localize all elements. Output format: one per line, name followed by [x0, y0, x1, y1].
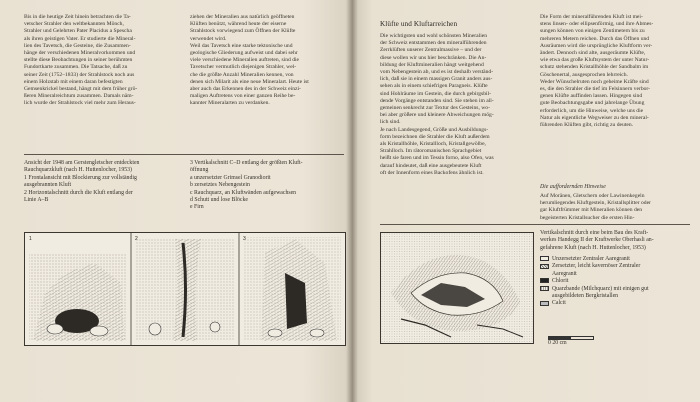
- legend-text: Zersetzter, leicht kavernöser Zentraler: [552, 263, 641, 270]
- right-text-column-2: [540, 14, 692, 129]
- right-text-column-2b: [540, 193, 692, 222]
- text-line: ändert. Dennoch sind alte, ausgeräumte Klüfte,: [540, 50, 646, 57]
- text-line: Bis in die heutige Zeit hinein betrachten die Ta-: [24, 14, 131, 20]
- text-line: lich, daß sie in einem massigen Granit anders aus-: [380, 76, 493, 83]
- text-line: diese wollen wir uns hier beschränken. Die An-: [380, 54, 487, 61]
- text-line: Strahlstock vorwiegend zum Öffnen der Klüfte: [190, 28, 296, 35]
- text-line: wie etwa das große Kluftsystem der unter Natur-: [540, 57, 650, 64]
- text-line: sehen als in einem schiefrigen Paragneis. Klüfte: [380, 83, 488, 90]
- scale-bar: [548, 336, 594, 340]
- section-heading: Klüfte und Kluftarreichen: [380, 20, 458, 28]
- text-line: mehreren Metern reichen. Durch das Öffnen und: [540, 35, 650, 42]
- text-line: Je nach Landesgegend, Größe und Ausbildungs-: [380, 126, 489, 133]
- legend-text: Calcit: [552, 300, 566, 307]
- left-figure-caption: [24, 160, 184, 204]
- right-text-column-1: [380, 33, 530, 177]
- text-line: gemeinen senkrecht zur Textur des Gesteins, wo-: [380, 105, 490, 112]
- text-line: erforderlich, um die Hinweise, welche uns die: [540, 107, 644, 114]
- right-divider-rule: [380, 224, 690, 225]
- legend-text: ausgebildeten Bergkristallen: [552, 293, 619, 300]
- text-line: herumliegendes Kluftgestein, Kristallsplitter oder: [540, 200, 651, 207]
- left-divider-rule: [24, 154, 344, 155]
- text-line: sind Hohlräume im Gestein, die durch gebirgsbil-: [380, 90, 491, 97]
- text-line: Gemsenkrickel bestand, hängt mit dem früher grö-: [24, 86, 138, 93]
- text-line: gar Kluftfrümmer mit Mineralien können den: [540, 207, 643, 214]
- handegg-drawing: [381, 233, 533, 343]
- legend-swatch: [540, 264, 549, 269]
- kluft-drawing: [25, 233, 345, 345]
- text-line: Weil das Tavetsch eine starke tektonische und: [190, 42, 293, 49]
- text-line: bildung der Kluftmineralien hängt weitgehend: [380, 61, 484, 68]
- text-line: Klüften benützt, während heute der eiserne: [190, 21, 287, 28]
- legend-item: [540, 300, 696, 307]
- legend-swatch: [540, 256, 549, 261]
- text-line: Zerrklüften unserer Zentralmassive – und der: [380, 47, 482, 54]
- text-line: Weder Wünschelruten noch geheime Kräfte sind: [540, 78, 649, 85]
- scale-bar-text: 0 20 cm: [548, 340, 567, 346]
- text-line: seiner Zeit (1752–1833) der Strahlstock noch aus: [24, 71, 135, 78]
- caption-line: ausgebrannten Kluft: [24, 182, 72, 189]
- legend-item: [540, 263, 696, 270]
- text-line: geologische Gliederung aufweist und dabei sehr: [190, 50, 298, 57]
- text-line: einem Holzstab mit einem daran befestigten: [24, 78, 123, 85]
- text-line: gute Beobachtungsgabe und jahrelange Übung: [540, 100, 645, 107]
- scale-bar-label: [548, 340, 567, 347]
- text-line: als Kristallhöhle, Kristallloch, Kristallgewölbe,: [380, 141, 486, 148]
- text-line: lich wurde der Strahlstock viel mehr zum Heraus-: [24, 100, 136, 107]
- text-line: stellte diese Beobachtungen in seiner berühmten: [24, 57, 133, 64]
- right-page: [352, 0, 700, 402]
- text-line: oft der Innenform eines Backofens ähnlich ist.: [380, 169, 484, 176]
- text-line: Natur als eigentliche Wegweiser zu den mineral-: [540, 114, 649, 121]
- legend-item: [540, 271, 696, 278]
- legend-item: [540, 286, 696, 293]
- caption-line: Vertikalschnitt durch eine beim Bau des Kraft-: [540, 230, 649, 236]
- text-line: ziehen der Mineralien aus natürlich geöffneten: [190, 14, 295, 20]
- subheading-hinweise: Die auffordernden Hinweise: [540, 184, 606, 190]
- text-line: schutz stehenden Kristallhöhle der Sandbalm im: [540, 64, 649, 71]
- text-line: denen sich Milarit als eine neue Mineralart. Heute ist: [190, 78, 309, 85]
- legend-line: d Schutt und lose Blöcke: [190, 197, 248, 204]
- legend-text: Aaregranit: [552, 270, 577, 277]
- figure-label-3: 3: [243, 236, 246, 242]
- figure-label-1: 1: [29, 236, 32, 242]
- left-text-column-1: [24, 14, 180, 108]
- legend-text: Unzersetzter Zentraler Aaregranit: [552, 256, 630, 262]
- text-line: viele verschiedene Mineralien auftreten, sind die: [190, 57, 300, 64]
- text-line: form bezeichnen die Strahler die Kluft außerdem: [380, 133, 490, 140]
- legend-line: öffnung: [190, 167, 209, 174]
- text-line: Die wichtigsten und wohl schönsten Mineralien: [380, 33, 488, 39]
- legend-line: a unzersetzter Grimsel Granodiorit: [190, 174, 271, 181]
- legend-swatch: [540, 286, 549, 291]
- legend-line: b zersetztes Nebengestein: [190, 182, 250, 189]
- text-line: aber auch das Erkennen des in der Schweiz einzi-: [190, 86, 301, 93]
- text-line: führenden Klüften gibt, richtig zu deuten.: [540, 122, 634, 129]
- text-line: kannter Mineralarten zu verdanken.: [190, 100, 270, 107]
- text-line: ßeren Mineralreichtum zusammen. Damals näm-: [24, 93, 134, 100]
- text-line: als ihren geistigen Vater. Er studierte die Mineral-: [24, 35, 136, 42]
- text-line: verwendet wird.: [190, 35, 227, 42]
- text-line: lien des Tavetsch, die Gesteine, die Zusammen-: [24, 42, 131, 49]
- text-line: maligen Auftretens von einer ganzen Reihe be-: [190, 93, 296, 100]
- text-line: der Schweiz entstammen den mineralführenden: [380, 40, 487, 47]
- text-line: stens linsen- oder ellipsenförmig, und ihre Abmes-: [540, 21, 654, 28]
- text-line: Fundortkarte zusammen. Die Tatsache, daß zu: [24, 64, 128, 71]
- text-line: bei aber größere und kleinere Abweichungen mög-: [380, 112, 494, 119]
- caption-line: werkes Handegg II der Kraftwerke Oberhasli an-: [540, 237, 654, 244]
- text-line: Strahler und Gelehrten Pater Placidus a Spescha: [24, 28, 132, 35]
- text-line: dende Vorgänge entstanden sind. Sie stehen im all-: [380, 97, 494, 104]
- text-line: Auf Moränen, Gletschern oder Lawinenkegeln: [540, 193, 645, 199]
- text-line: vetscher Strahler den weltbekannten Mönch,: [24, 21, 124, 28]
- text-line: Göschenertal, ausgesprochen lehrreich.: [540, 71, 628, 78]
- legend-text: Chlorit: [552, 278, 569, 285]
- caption-line: Ansicht der 1948 am Gerstengletscher entdeckten: [24, 160, 140, 166]
- legend-item: [540, 278, 696, 285]
- legend-line: c Rauchquarz, an Kluftwänden aufgewachsen: [190, 189, 297, 196]
- text-line: Die Form der mineralführenden Kluft ist mei-: [540, 14, 643, 20]
- legend-item: [540, 256, 696, 263]
- text-line: es, die den Strahler die tief im Felsinnern verbor-: [540, 86, 651, 93]
- handegg-kluft-illustration: [380, 232, 534, 344]
- legend-line: e Firn: [190, 204, 204, 211]
- text-line: che die größte Anzahl Mineralien kennen, von: [190, 71, 294, 78]
- legend-text: Quarzbande (Milchquarz) mit einigen gut: [552, 285, 649, 292]
- legend-line: 3 Vertikalschnitt C–D entlang der größten Kluft-: [190, 160, 303, 166]
- kluft-illustration: [24, 232, 346, 346]
- legend-swatch: [540, 301, 549, 306]
- right-figure-legend: [540, 256, 696, 308]
- book-gutter: [346, 0, 358, 402]
- text-line: heißt sie faren und im Tessin forno, also Ofen, was: [380, 155, 494, 162]
- left-text-column-2: [190, 14, 342, 108]
- caption-line: 2 Horizontalschnitt durch die Kluft entlang der: [24, 189, 133, 196]
- caption-line: Rauchquarzkluft (nach H. Huttenlocher, 1953): [24, 167, 132, 174]
- caption-line: gefahrene Kluft (nach H. Huttenlocher, 1953): [540, 244, 646, 251]
- text-line: lich sind.: [380, 119, 401, 126]
- text-line: begeisterten Kristallsucher die ersten Hin-: [540, 214, 635, 221]
- left-figure-legend: [190, 160, 350, 212]
- legend-swatch: [540, 278, 549, 283]
- legend-item: [540, 293, 696, 300]
- text-line: Tavetscher vermutlich diejenigen Strahler, wel-: [190, 64, 297, 71]
- text-line: darauf hindeutet, daß eine ausgebeutete Kluft: [380, 162, 482, 169]
- text-line: sungen können von einigen Zentimetern bis zu: [540, 28, 645, 35]
- text-line: vom Nebengestein ab, und es ist deshalb verständ-: [380, 69, 494, 76]
- text-line: hänge der verschiedenen Mineralvorkommen und: [24, 50, 136, 57]
- caption-line: 1 Frontalansicht mit Blockierung zur vollständig: [24, 174, 137, 181]
- figure-label-2: 2: [135, 236, 138, 242]
- text-line: Strahlloch. Im rätoromanischen Sprachgebiet: [380, 148, 482, 155]
- text-line: Ausräumen wird die ursprüngliche Kluftform ver-: [540, 42, 653, 49]
- text-line: genen Klüfte auffinden lassen. Hingegen sind: [540, 93, 643, 100]
- caption-line: Linie A–B: [24, 197, 49, 204]
- right-figure-caption: [540, 230, 696, 252]
